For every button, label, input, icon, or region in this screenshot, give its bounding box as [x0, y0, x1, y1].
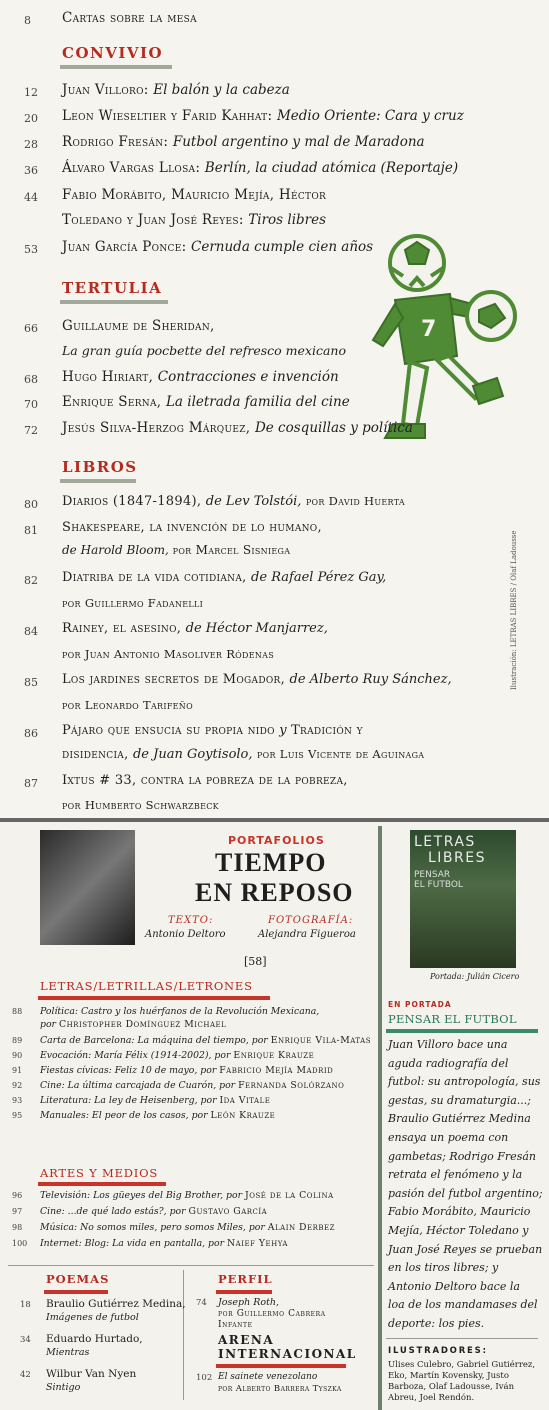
toc-entry[interactable]	[0, 773, 549, 795]
artes-heading: ARTES Y MEDIOS	[40, 1166, 159, 1180]
toc-entry[interactable]	[0, 1065, 380, 1079]
entry-line	[40, 1206, 267, 1217]
toc-entry[interactable]	[0, 1080, 380, 1094]
toc-entry[interactable]	[0, 1019, 380, 1033]
entry-line	[62, 160, 458, 176]
page-number: 85	[24, 676, 38, 689]
blurb-line: Juan José Reyes se prueban	[388, 1242, 543, 1256]
perfil-title[interactable]: Joseph Roth,	[218, 1297, 280, 1308]
texto-label: TEXTO:	[168, 915, 214, 926]
feet-photograph	[40, 830, 135, 945]
entry-title: Cartas sobre la mesa	[62, 10, 197, 26]
blurb-line: pasión del futbol argentino;	[388, 1186, 543, 1200]
page-number: 12	[24, 86, 38, 99]
texto-name: Antonio Deltoro	[145, 929, 226, 940]
poem-title: Mientras	[46, 1347, 90, 1358]
author: Juan Villoro:	[62, 82, 149, 98]
cover-headline-2: EL FUTBOL	[414, 880, 463, 890]
entry-line	[40, 1080, 344, 1091]
section-underline	[60, 479, 136, 483]
reviewer: por David Huerta	[305, 494, 406, 508]
illustrator-line: Ulises Culebro, Gabriel Gutiérrez,	[388, 1360, 536, 1370]
arena-title[interactable]: El sainete venezolano	[218, 1372, 318, 1382]
toc-entry[interactable]	[0, 187, 549, 209]
page-number: 42	[20, 1370, 31, 1380]
cover-masthead-1: LETRAS	[414, 834, 476, 850]
conjunction: y	[279, 723, 287, 738]
toc-entry[interactable]	[0, 1006, 380, 1020]
entry-author: José de la Colina	[245, 1190, 334, 1201]
toc-entry[interactable]	[0, 494, 549, 516]
entry-author: Christopher Domínguez Michael	[58, 1019, 227, 1030]
letras-heading: LETRAS/LETRILLAS/LETRONES	[40, 979, 253, 993]
illustration-credit: Ilustración: LETRAS LIBRES / Olaf Ladousse	[510, 530, 518, 690]
toc-entry[interactable]	[0, 1206, 380, 1220]
perfil-author: por Guillermo Cabrera	[218, 1309, 326, 1319]
cover-masthead-2: LIBRES	[428, 850, 486, 866]
page-number: 81	[24, 524, 38, 537]
page-number: 86	[24, 727, 38, 740]
author: Álvaro Vargas Llosa:	[62, 160, 201, 176]
book-title-2: Tradición y	[291, 723, 363, 738]
entry-title: Evocación: María Félix (1914-2002), por	[40, 1050, 231, 1061]
page-number: 18	[20, 1300, 31, 1310]
entry-line	[40, 1222, 335, 1233]
toc-entry[interactable]	[0, 1190, 380, 1204]
arena-heading-2: INTERNACIONAL	[218, 1347, 357, 1361]
book-title: Shakespeare, la invención de lo humano,	[62, 520, 322, 535]
author: Hugo Hiriart,	[62, 369, 154, 385]
blurb-line: aguda radiografía del	[388, 1056, 509, 1070]
entry-line	[62, 747, 424, 762]
reviewer: por Humberto Schwarzbeck	[62, 798, 219, 812]
toc-entry[interactable]	[0, 570, 549, 592]
title: Berlín, la ciudad atómica (Reportaje)	[204, 160, 459, 176]
entry-line	[62, 621, 328, 636]
author: Enrique Serna,	[62, 394, 162, 410]
poem-title: Sintigo	[46, 1382, 81, 1393]
page-number: 84	[24, 625, 38, 638]
column-divider	[183, 1270, 184, 1400]
entry-line	[62, 543, 290, 557]
title: Futbol argentino y mal de Maradona	[172, 134, 425, 150]
entry-author: Fernanda Solórzano	[238, 1080, 345, 1091]
toc-entry[interactable]	[0, 10, 549, 32]
page-number: 93	[12, 1096, 23, 1105]
entry-author: Naief Yehya	[227, 1238, 288, 1249]
entry-line	[40, 1238, 288, 1249]
ilustradores-heading: ILUSTRADORES:	[388, 1346, 488, 1356]
page-number: 87	[24, 777, 38, 790]
entry-author: Alain Derbez	[267, 1222, 336, 1233]
entry-line	[62, 394, 350, 410]
entry-title: Manuales: El peor de los casos, por	[40, 1110, 208, 1121]
toc-entry[interactable]	[0, 1238, 380, 1252]
entry-title: Política: Castro y los huérfanos de la Revolución Mexicana,	[40, 1006, 320, 1017]
portada-title: PENSAR EL FUTBOL	[388, 1012, 517, 1026]
toc-entry[interactable]	[0, 160, 549, 182]
entry-line	[62, 646, 274, 661]
toc-entry[interactable]	[0, 621, 549, 643]
entry-line	[62, 187, 326, 203]
entry-line	[40, 1019, 226, 1030]
entry-author: Enrique Krauze	[233, 1050, 315, 1061]
blurb-line: retrata el fenómeno y la	[388, 1168, 523, 1182]
entry-line	[62, 494, 405, 509]
blurb-line: gestas, su dramaturgia...;	[388, 1093, 531, 1107]
foto-label: FOTOGRAFÍA:	[268, 915, 354, 926]
toc-entry-continued[interactable]	[0, 797, 549, 819]
page-number: 68	[24, 373, 38, 386]
page-number: 95	[12, 1111, 23, 1120]
section-underline	[386, 1029, 538, 1033]
title: De cosquillas y política	[254, 420, 413, 436]
toc-entry[interactable]	[0, 369, 549, 391]
toc-entry[interactable]	[0, 1095, 380, 1109]
reviewer: por Leonardo Tarifeño	[62, 698, 193, 712]
illustrator-line: Eko, Martín Kovensky, Justo	[388, 1371, 509, 1381]
poem-author: Wilbur Van Nyen	[46, 1368, 137, 1380]
page-number: 97	[12, 1207, 23, 1216]
toc-entry[interactable]	[0, 82, 549, 104]
section-heading-libros: LIBROS	[62, 458, 138, 476]
entry-line	[62, 82, 290, 98]
page-number: 20	[24, 112, 38, 125]
book-title-cont: disidencia,	[62, 747, 129, 762]
book-author: de Alberto Ruy Sánchez,	[289, 672, 452, 687]
blurb-line: Braulio Gutiérrez Medina	[388, 1112, 531, 1126]
entry-line	[62, 570, 386, 585]
blurb-line: gambetas; Rodrigo Fresán	[388, 1149, 536, 1163]
title: La gran guía pocbette del refresco mexicano	[62, 343, 346, 358]
entry-line	[62, 595, 203, 610]
entry-line	[62, 239, 373, 255]
entry-title: Televisión: Los güeyes del Big Brother, por	[40, 1190, 243, 1201]
blurb-line: deporte: los pies.	[388, 1317, 485, 1330]
portafolios-title-line2[interactable]: EN REPOSO	[195, 878, 354, 907]
title: La iletrada familia del cine	[165, 394, 350, 410]
title: Cernuda cumple cien años	[191, 239, 374, 255]
entry-title: Cine: ...de qué lado estás?, por	[40, 1206, 186, 1217]
portafolios-page: [58]	[244, 955, 267, 968]
entry-author: Gustavo García	[188, 1206, 268, 1217]
entry-author: León Krauze	[210, 1110, 276, 1121]
entry-title: Cine: La última carcajada de Cuarón, por	[40, 1080, 236, 1091]
toc-entry-continued[interactable]	[0, 646, 549, 668]
entry-line	[62, 697, 193, 712]
author: Jesús Silva-Herzog Márquez,	[62, 420, 251, 436]
cover-headline-1: PENSAR	[414, 870, 451, 880]
toc-entry-continued[interactable]	[0, 747, 549, 769]
section-underline	[44, 1290, 108, 1294]
entry-line	[40, 1006, 319, 1017]
reviewer: por Luis Vicente de Aguinaga	[256, 747, 425, 761]
toc-entry[interactable]	[0, 1035, 380, 1049]
perfil-author-cont: Infante	[218, 1320, 253, 1330]
entry-line	[40, 1050, 314, 1061]
entry-title: por	[40, 1019, 56, 1030]
author: Rodrigo Fresán:	[62, 134, 169, 150]
toc-entry[interactable]	[0, 394, 549, 416]
entry-title: Fiestas cívicas: Feliz 10 de mayo, por	[40, 1065, 217, 1076]
page-number: 74	[196, 1298, 207, 1308]
blurb-line: Fabio Morábito, Mauricio	[388, 1205, 531, 1219]
page-number: 98	[12, 1223, 23, 1232]
toc-entry[interactable]	[0, 420, 549, 442]
book-author: de Héctor Manjarrez,	[185, 621, 328, 636]
page-number: 88	[12, 1007, 23, 1016]
page-number: 72	[24, 424, 38, 437]
poem-author: Braulio Gutiérrez Medina,	[46, 1298, 186, 1310]
perfil-heading: PERFIL	[218, 1272, 273, 1286]
section-heading-tertulia: TERTULIA	[62, 279, 163, 297]
entry-line	[40, 1095, 270, 1106]
page-number: 100	[12, 1239, 28, 1248]
portada-kicker: EN PORTADA	[388, 1000, 452, 1009]
toc-entry[interactable]	[0, 1050, 380, 1064]
cover-caption: Portada: Julián Cicero	[430, 972, 520, 981]
toc-entry[interactable]	[0, 134, 549, 156]
book-title: Rainey, el asesino,	[62, 621, 182, 636]
page-number: 102	[196, 1373, 213, 1383]
entry-line	[62, 212, 326, 228]
entry-line	[62, 134, 425, 150]
book-author: de Lev Tolstói,	[205, 494, 302, 509]
page-number: 8	[24, 14, 31, 27]
author: Fabio Morábito, Mauricio Mejía, Héctor	[62, 187, 327, 203]
author: Leon Wieseltier y Farid Kahhat:	[62, 108, 273, 124]
section-underline	[38, 1182, 166, 1186]
toc-entry[interactable]	[0, 1110, 380, 1124]
illustrator-line: Abreu, Joel Rendón.	[388, 1393, 475, 1403]
entry-line	[40, 1110, 275, 1121]
toc-entry-continued[interactable]	[0, 543, 549, 565]
title: Medio Oriente: Cara y cruz	[276, 108, 464, 124]
svg-text:7: 7	[421, 317, 437, 342]
book-title: Los jardines secretos de Mogador,	[62, 672, 286, 687]
blurb-line: ensaya un poema con	[388, 1131, 509, 1144]
toc-entry[interactable]	[0, 1368, 180, 1398]
page-number: 36	[24, 164, 38, 177]
page-number: 28	[24, 138, 38, 151]
toc-entry[interactable]	[0, 672, 549, 694]
entry-line	[40, 1035, 371, 1046]
blurb-line: loa de los mandamases del	[388, 1298, 538, 1312]
title: El balón y la cabeza	[153, 82, 290, 98]
page-number: 82	[24, 574, 38, 587]
arena-heading-1: ARENA	[218, 1333, 275, 1347]
toc-entry-continued[interactable]	[0, 595, 549, 617]
book-title: Pájaro que ensucia su propia nido	[62, 723, 275, 738]
entry-title: Internet: Blog: La vida en pantalla, por	[40, 1238, 225, 1249]
foto-name: Alejandra Figueroa	[258, 929, 356, 940]
section-underline	[38, 996, 270, 1000]
entry-line	[40, 1065, 333, 1076]
page-number: 80	[24, 498, 38, 511]
entry-author: Fabricio Mejía Madrid	[219, 1065, 334, 1076]
page-number: 92	[12, 1081, 23, 1090]
toc-entry-continued[interactable]	[0, 697, 549, 719]
entry-line	[62, 108, 464, 124]
blurb-line: futbol: su antropología, sus	[388, 1075, 541, 1089]
section-underline	[60, 65, 172, 69]
illustrator-line: Barboza, Olaf Ladousse, Iván	[388, 1382, 515, 1392]
blurb-line: Mejía, Héctor Toledano y	[388, 1224, 529, 1237]
magazine-cover[interactable]	[410, 830, 516, 968]
entry-title: Música: No somos miles, pero somos Miles, por	[40, 1222, 265, 1233]
entry-title: Literatura: La ley de Heisenberg, por	[40, 1095, 217, 1106]
entry-line	[40, 1190, 334, 1201]
portafolios-title-line1[interactable]: TIEMPO	[215, 848, 327, 877]
page-number: 34	[20, 1335, 31, 1345]
page-number: 96	[12, 1191, 23, 1200]
reviewer: por Juan Antonio Masoliver Ródenas	[62, 647, 275, 661]
page-number: 89	[12, 1036, 23, 1045]
blurb-line: en los tiros libres; y	[388, 1261, 499, 1275]
entry-author: Ida Vitale	[219, 1095, 271, 1106]
page-number: 66	[24, 322, 38, 335]
book-title: Diarios (1847-1894),	[62, 494, 202, 509]
reviewer: por Marcel Sisniega	[172, 543, 291, 557]
book-author: de Harold Bloom,	[62, 543, 169, 557]
divider	[8, 1265, 374, 1266]
book-title: Ixtus # 33, contra la pobreza de la pobreza,	[62, 773, 348, 788]
section-underline	[216, 1364, 346, 1368]
poemas-heading: POEMAS	[46, 1272, 110, 1286]
poem-author: Eduardo Hurtado,	[46, 1333, 143, 1345]
entry-line	[62, 797, 219, 812]
entry-title: Carta de Barcelona: La máquina del tiempo, por	[40, 1035, 268, 1046]
author: Toledano y Juan José Reyes:	[62, 212, 244, 228]
reviewer: por Guillermo Fadanelli	[62, 596, 204, 610]
author: Guillaume de Sheridan,	[62, 318, 215, 334]
entry-line	[62, 672, 452, 687]
toc-entry[interactable]	[0, 520, 549, 542]
section-heading-convivio: CONVIVIO	[62, 44, 164, 62]
section-underline	[216, 1290, 272, 1294]
book-author: de Juan Goytisolo,	[132, 747, 253, 762]
author: Juan García Ponce:	[62, 239, 187, 255]
section-divider	[0, 818, 549, 822]
page-number: 44	[24, 191, 38, 204]
page-number: 90	[12, 1051, 23, 1060]
page-number: 91	[12, 1066, 23, 1075]
page-number: 53	[24, 243, 38, 256]
poem-title: Imágenes de futbol	[46, 1312, 139, 1323]
page-number: 70	[24, 398, 38, 411]
entry-author: Enrique Vila-Matas	[270, 1035, 372, 1046]
book-author: de Rafael Pérez Gay,	[251, 570, 387, 585]
book-title: Diatriba de la vida cotidiana,	[62, 570, 247, 585]
toc-entry[interactable]	[0, 1298, 186, 1328]
sidebar-rule	[378, 826, 382, 1410]
toc-entry[interactable]	[0, 723, 549, 745]
title: Tiros libres	[248, 212, 327, 228]
toc-entry[interactable]	[0, 108, 549, 130]
toc-entry[interactable]	[0, 318, 549, 340]
divider	[386, 1338, 538, 1339]
toc-entry[interactable]	[0, 1222, 380, 1236]
portafolios-kicker: PORTAFOLIOS	[228, 834, 325, 847]
arena-author: por Alberto Barrera Tyszka	[218, 1384, 342, 1394]
toc-entry[interactable]	[0, 1333, 180, 1363]
entry-line	[62, 369, 339, 385]
title: Contracciones e invención	[157, 369, 339, 385]
entry-line	[62, 420, 413, 436]
entry-line	[62, 723, 363, 738]
toc-entry-continued[interactable]	[0, 343, 549, 365]
blurb-line: Juan Villoro bace una	[388, 1038, 508, 1051]
section-underline	[60, 300, 168, 304]
blurb-line: Antonio Deltoro bace la	[388, 1279, 520, 1293]
